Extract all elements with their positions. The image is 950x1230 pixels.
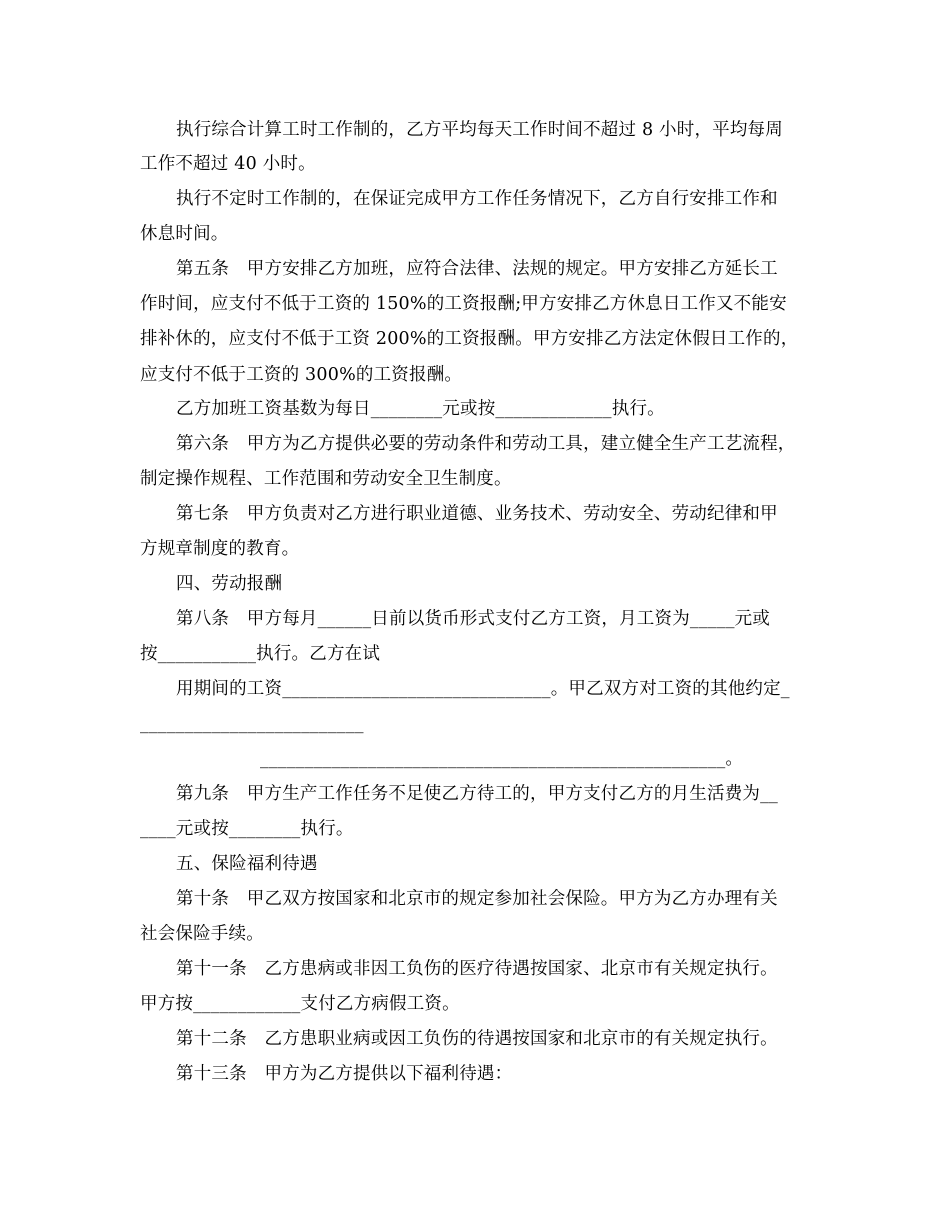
text-line: 社会保险手续。 (140, 924, 264, 944)
article-10-heading: 第十条 甲乙双方按国家和北京市的规定参加社会保险。甲方为乙方办理有关 (176, 889, 778, 909)
text-line: 按___________执行。乙方在试 (140, 644, 381, 664)
text-line: 排补休的，应支付不低于工资 200%的工资报酬。甲方安排乙方法定休假日工作的， (140, 329, 799, 349)
article-5-heading: 第五条 甲方安排乙方加班，应符合法律、法规的规定。甲方安排乙方延长工 (176, 259, 778, 279)
text-line: 工作不超过 40 小时。 (140, 154, 316, 174)
section-5-heading: 五、保险福利待遇 (176, 854, 318, 874)
article-6-heading: 第六条 甲方为乙方提供必要的劳动条件和劳动工具，建立健全生产工艺流程， (176, 434, 796, 454)
text-line: 甲方按____________支付乙方病假工资。 (140, 994, 460, 1014)
text-line-flexible-hours: 执行不定时工作制的，在保证完成甲方工作任务情况下，乙方自行安排工作和 (176, 189, 778, 209)
article-13-heading: 第十三条 甲方为乙方提供以下福利待遇： (176, 1064, 513, 1084)
text-line-overtime-comprehensive: 执行综合计算工时工作制的，乙方平均每天工作时间不超过 8 小时，平均每周 (176, 120, 783, 140)
text-line: 应支付不低于工资的 300%的工资报酬。 (140, 365, 463, 385)
article-8-heading: 第八条 甲方每月______日前以货币形式支付乙方工资，月工资为_____元或 (176, 609, 771, 629)
text-line: 休息时间。 (140, 224, 229, 244)
article-9-heading: 第九条 甲方生产工作任务不足使乙方待工的，甲方支付乙方的月生活费为__ (176, 784, 778, 804)
overtime-base-line: 乙方加班工资基数为每日________元或按_____________执行。 (176, 399, 665, 419)
text-line: 制定操作规程、工作范围和劳动安全卫生制度。 (140, 469, 512, 489)
text-line: ____元或按________执行。 (140, 819, 354, 839)
article-11-heading: 第十一条 乙方患病或非因工负伤的医疗待遇按国家、北京市有关规定执行。 (176, 959, 778, 979)
probation-wage-line: 用期间的工资______________________________。甲乙双方对工资的其他约定_ (176, 679, 790, 699)
blank-line: _________________________ (140, 714, 364, 734)
blank-line: ____________________________________________________。 (260, 749, 744, 769)
article-12-heading: 第十二条 乙方患职业病或因工负伤的待遇按国家和北京市的有关规定执行。 (176, 1029, 778, 1049)
section-4-heading: 四、劳动报酬 (176, 574, 283, 594)
text-line: 方规章制度的教育。 (140, 539, 300, 559)
text-line: 作时间，应支付不低于工资的 150%的工资报酬;甲方安排乙方休息日工作又不能安 (140, 294, 787, 314)
article-7-heading: 第七条 甲方负责对乙方进行职业道德、业务技术、劳动安全、劳动纪律和甲 (176, 504, 778, 524)
